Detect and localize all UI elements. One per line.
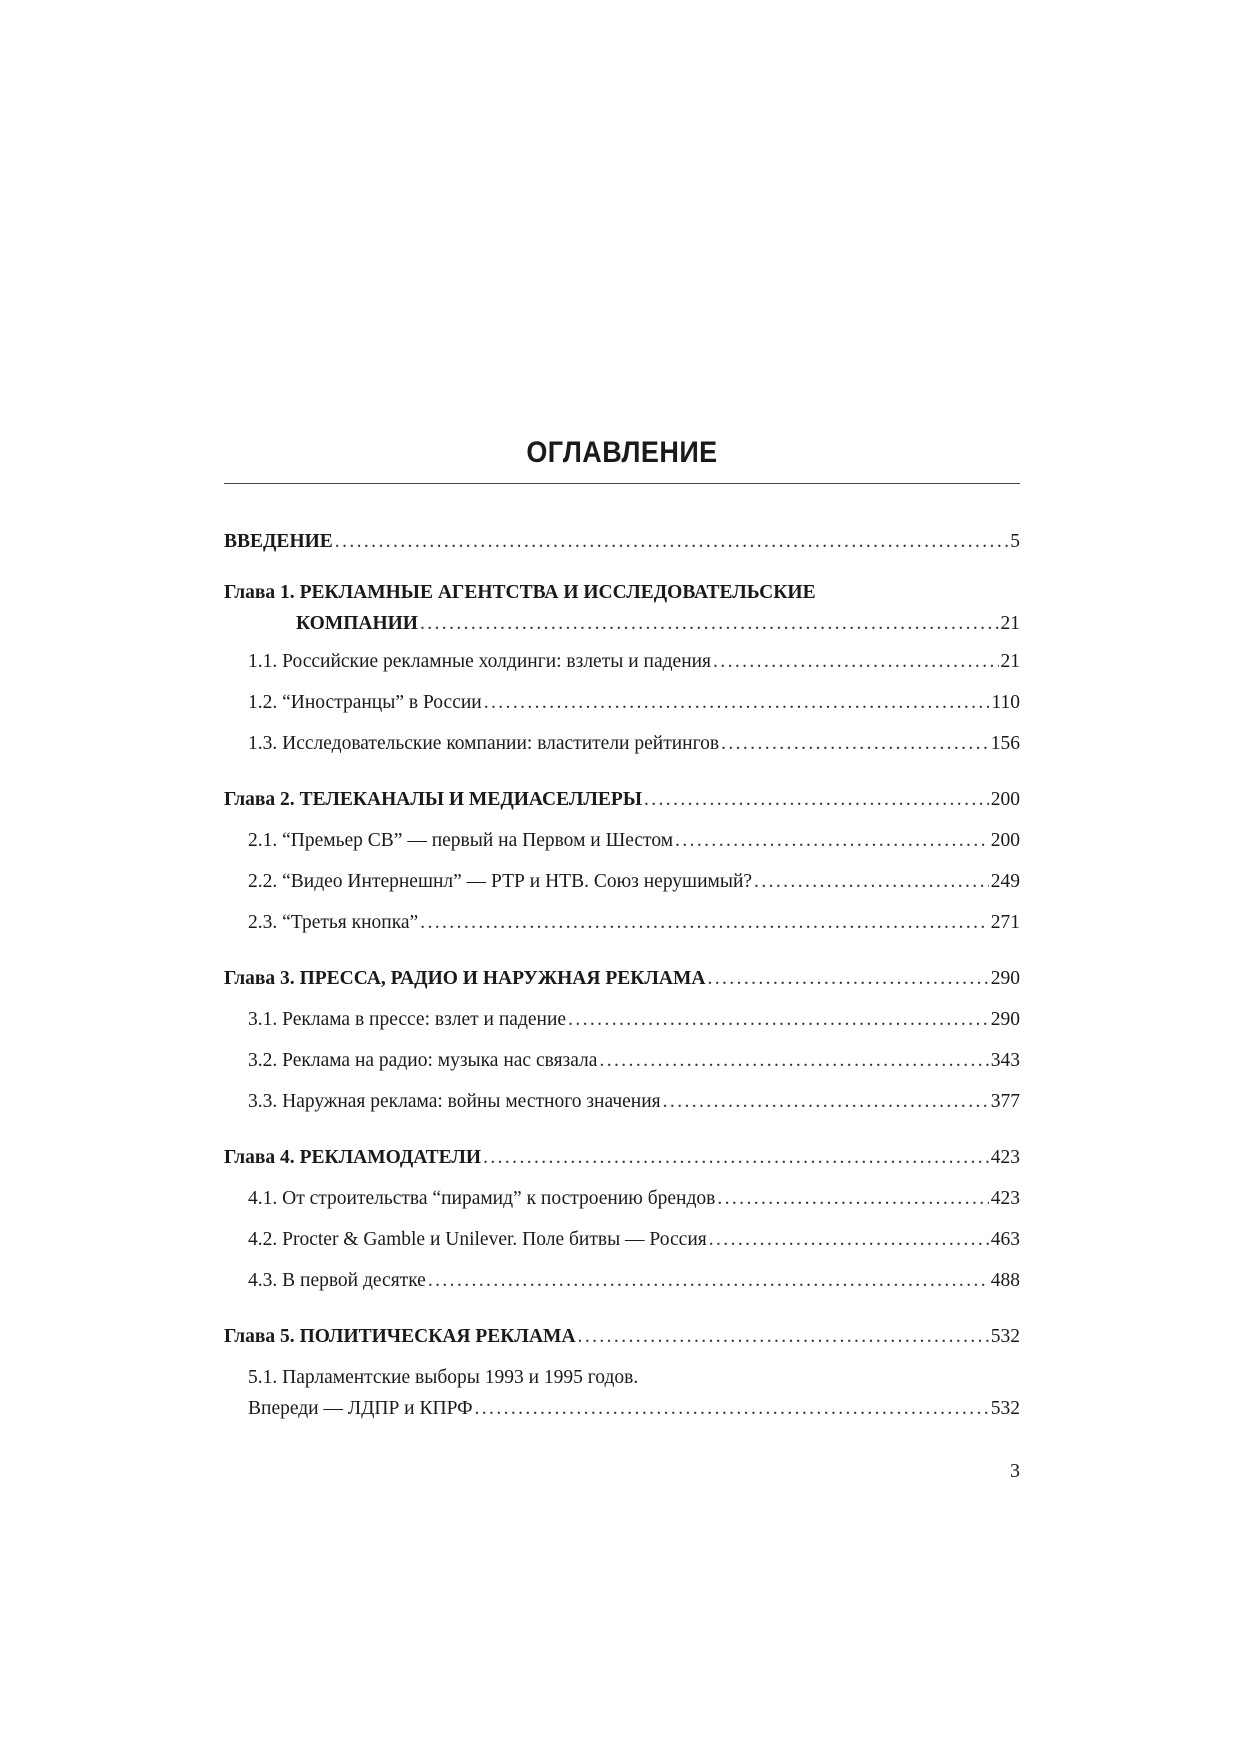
toc-title: 3.3. Наружная реклама: войны местного значения bbox=[248, 1091, 661, 1112]
toc-section-2-3[interactable] bbox=[248, 908, 1020, 938]
toc-section-3-1[interactable] bbox=[248, 1005, 1020, 1035]
toc-title: 1.2. “Иностранцы” в России bbox=[248, 692, 482, 713]
toc-title-continued: Впереди — ЛДПР и КПРФ bbox=[248, 1398, 473, 1419]
toc-leader-dots bbox=[420, 608, 999, 639]
toc-page: 200 bbox=[990, 830, 1020, 851]
toc-title: 1.3. Исследовательские компании: властители рейтингов bbox=[248, 733, 720, 754]
page-title: ОГЛАВЛЕНИЕ bbox=[526, 436, 718, 469]
toc-leader-dots bbox=[578, 1322, 989, 1352]
toc-title: ВВЕДЕНИЕ bbox=[224, 531, 333, 552]
toc-title: 2.1. “Премьер СВ” — первый на Первом и Шестом bbox=[248, 830, 674, 851]
page-number: 3 bbox=[1010, 1460, 1020, 1482]
toc-page: 290 bbox=[990, 1009, 1020, 1030]
toc-title: 5.1. Парламентские выборы 1993 и 1995 годов. bbox=[248, 1367, 639, 1388]
toc-section-2-1[interactable] bbox=[248, 826, 1020, 856]
chapter-label: Глава 5. bbox=[224, 1326, 295, 1347]
toc-title: 4.1. От строительства “пирамид” к построению брендов bbox=[248, 1188, 716, 1209]
toc-leader-dots bbox=[713, 647, 998, 677]
toc-leader-dots bbox=[717, 1184, 988, 1214]
toc-leader-dots bbox=[663, 1087, 989, 1117]
chapter-label: Глава 4. bbox=[224, 1147, 295, 1168]
toc-page: 532 bbox=[990, 1398, 1020, 1419]
toc-leader-dots bbox=[475, 1393, 989, 1424]
toc-page: 343 bbox=[990, 1050, 1020, 1071]
toc-page: 377 bbox=[990, 1091, 1020, 1112]
title-rule bbox=[224, 483, 1020, 484]
toc-leader-dots bbox=[644, 785, 989, 815]
toc-chapter-3[interactable] bbox=[224, 964, 1020, 994]
toc-page: 200 bbox=[990, 789, 1020, 810]
toc-page: 249 bbox=[990, 871, 1020, 892]
toc-title: 2.2. “Видео Интернешнл” — РТР и НТВ. Союз нерушимый? bbox=[248, 871, 753, 892]
toc-leader-dots bbox=[675, 826, 989, 856]
toc-title-continued: КОМПАНИИ bbox=[296, 613, 418, 634]
toc-section-1-3[interactable] bbox=[248, 729, 1020, 759]
chapter-label: Глава 3. bbox=[224, 968, 295, 989]
toc-title: ПРЕССА, РАДИО И НАРУЖНАЯ РЕКЛАМА bbox=[299, 968, 706, 989]
toc-title: ТЕЛЕКАНАЛЫ И МЕДИАСЕЛЛЕРЫ bbox=[299, 789, 642, 810]
toc-section-2-2[interactable] bbox=[248, 867, 1020, 897]
toc-page: 532 bbox=[990, 1326, 1020, 1347]
toc-leader-dots bbox=[483, 1143, 989, 1173]
toc-title: 3.2. Реклама на радио: музыка нас связала bbox=[248, 1050, 598, 1071]
toc-leader-dots bbox=[428, 1266, 989, 1296]
toc-title: РЕКЛАМОДАТЕЛИ bbox=[299, 1147, 482, 1168]
toc-page: 5 bbox=[1010, 531, 1020, 552]
toc-section-3-3[interactable] bbox=[248, 1087, 1020, 1117]
toc-title: 4.3. В первой десятке bbox=[248, 1270, 426, 1291]
toc-leader-dots bbox=[568, 1005, 989, 1035]
toc-section-4-1[interactable] bbox=[248, 1184, 1020, 1214]
toc-leader-dots bbox=[420, 908, 989, 938]
toc-title: 1.1. Российские рекламные холдинги: взлеты и падения bbox=[248, 651, 712, 672]
toc-page: 423 bbox=[990, 1147, 1020, 1168]
toc-title: РЕКЛАМНЫЕ АГЕНТСТВА И ИССЛЕДОВАТЕЛЬСКИЕ bbox=[299, 582, 816, 603]
toc-leader-dots bbox=[335, 527, 1008, 557]
toc-page: 290 bbox=[990, 968, 1020, 989]
toc-section-1-2[interactable] bbox=[248, 688, 1020, 718]
toc-section-1-1[interactable] bbox=[248, 647, 1020, 677]
toc-leader-dots bbox=[754, 867, 989, 897]
toc-page: 423 bbox=[990, 1188, 1020, 1209]
toc-leader-dots bbox=[709, 1225, 989, 1255]
toc-title: 3.1. Реклама в прессе: взлет и падение bbox=[248, 1009, 567, 1030]
toc-leader-dots bbox=[484, 688, 990, 718]
chapter-label: Глава 2. bbox=[224, 789, 295, 810]
toc-page: 271 bbox=[990, 912, 1020, 933]
toc-leader-dots bbox=[707, 964, 988, 994]
toc-leader-dots bbox=[721, 729, 989, 759]
toc-chapter-5[interactable] bbox=[224, 1322, 1020, 1352]
toc-section-3-2[interactable] bbox=[248, 1046, 1020, 1076]
toc-chapter-2[interactable] bbox=[224, 785, 1020, 815]
toc-page: 21 bbox=[1000, 651, 1020, 672]
toc-section-5-1[interactable] bbox=[248, 1362, 1020, 1424]
toc-title: 2.3. “Третья кнопка” bbox=[248, 912, 419, 933]
toc-page: 488 bbox=[990, 1270, 1020, 1291]
chapter-label: Глава 1. bbox=[224, 582, 295, 603]
toc-page: 21 bbox=[1000, 613, 1020, 634]
toc-section-4-2[interactable] bbox=[248, 1225, 1020, 1255]
toc-leader-dots bbox=[599, 1046, 988, 1076]
toc-page: 463 bbox=[990, 1229, 1020, 1250]
toc-title: ПОЛИТИЧЕСКАЯ РЕКЛАМА bbox=[299, 1326, 576, 1347]
toc-chapter-1[interactable] bbox=[224, 577, 1020, 639]
toc-chapter-4[interactable] bbox=[224, 1143, 1020, 1173]
toc-page: 156 bbox=[990, 733, 1020, 754]
toc-title: 4.2. Procter & Gamble и Unilever. Поле битвы — Россия bbox=[248, 1229, 707, 1250]
toc-entry-intro[interactable] bbox=[224, 527, 1020, 557]
toc-section-4-3[interactable] bbox=[248, 1266, 1020, 1296]
toc-page: 110 bbox=[991, 692, 1020, 713]
